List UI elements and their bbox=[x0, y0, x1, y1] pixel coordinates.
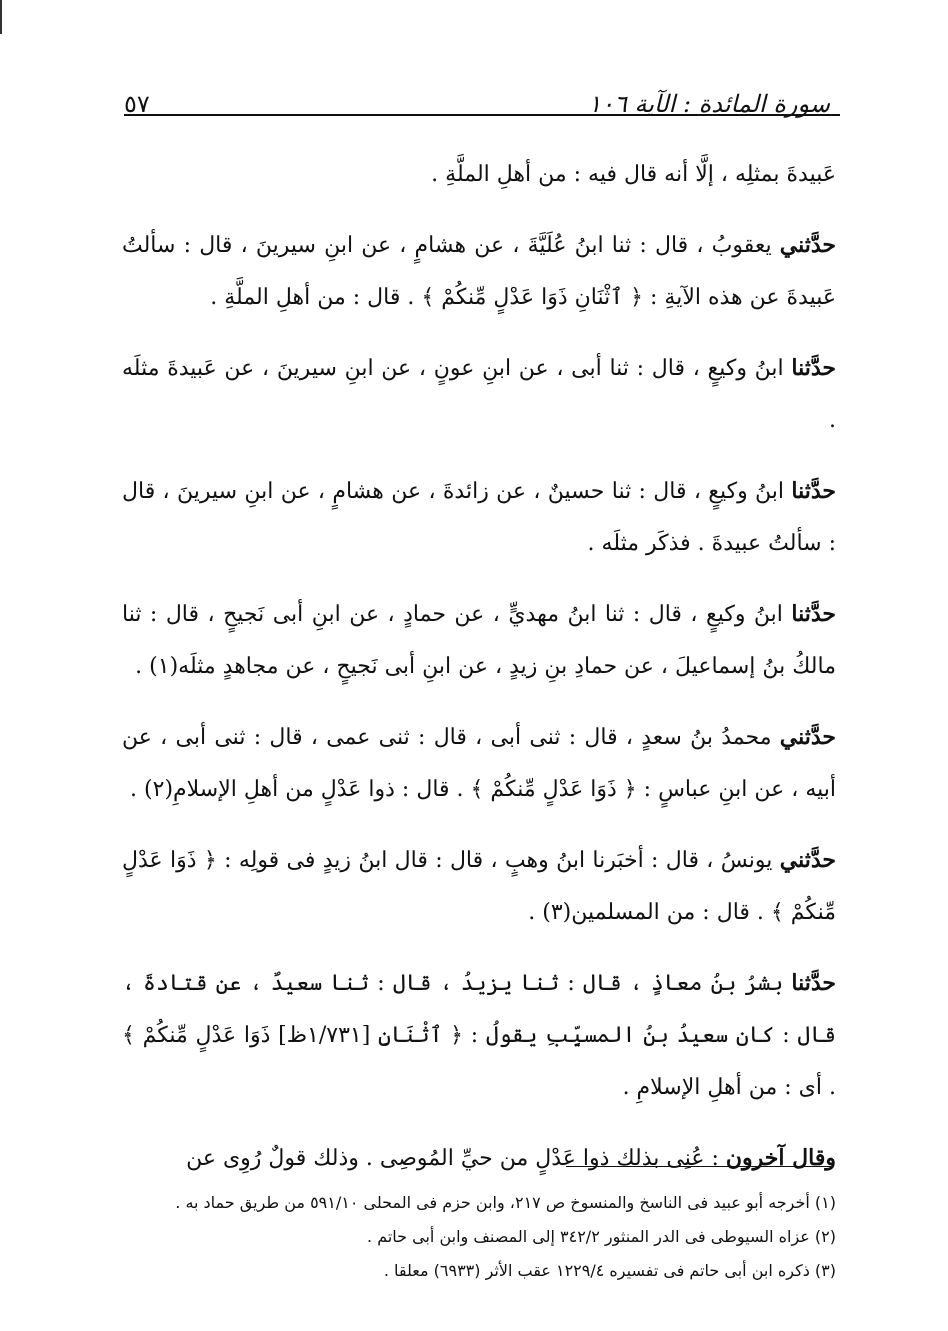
paragraph bbox=[122, 148, 836, 201]
footnote: (١) أخرجه أبو عبيد فى الناسخ والمنسوخ ص ٢١٧، وابن حزم فى المحلى ٥٩١/١٠ من طريق حماد به . bbox=[175, 1193, 836, 1212]
footnote: (٣) ذكره ابن أبى حاتم فى تفسيره ١٢٢٩/٤ عقب الأثر (٦٩٣٣) معلقا . bbox=[383, 1261, 836, 1280]
paragraph-lead: حدَّثني bbox=[779, 724, 837, 750]
paragraph-text: ابنُ وكيعٍ ، قال : ثنا حسينٌ ، عن زائدةَ ، عن هشامٍ ، عن ابنِ سيرينَ ، قال : سألتُ عبيدةَ . فذكَر مثلَه . bbox=[122, 479, 836, 556]
paragraph-text: ابنُ وكيعٍ ، قال : ثنا ابنُ مهديٍّ ، عن حمادٍ ، عن ابنِ أبى نَجيحٍ ، قال : ثنا مالكُ بنُ إسماعيلَ ، عن حمادِ بنِ زيدٍ ، عن ابنِ أبى نَجيحٍ ، عن مجاهدٍ مثلَه(١) . bbox=[122, 602, 836, 679]
paragraph-lead: حدَّثنا bbox=[791, 970, 836, 996]
paragraph bbox=[122, 957, 836, 1114]
paragraph-lead: حدَّثنا bbox=[791, 478, 836, 504]
footnote: (٢) عزاه السيوطى فى الدر المنثور ٣٤٢/٢ إلى المصنف وابن أبى حاتم . bbox=[367, 1227, 836, 1246]
page-header bbox=[124, 58, 830, 118]
paragraph-text: : عُنِى بذلك ذوا عَدْلٍ من حيِّ المُوصِى . وذلك قولٌ رُوِى عن bbox=[186, 1146, 726, 1171]
paragraph bbox=[122, 219, 836, 324]
header-rule bbox=[124, 114, 840, 116]
paragraph-text: عَبيدةَ بمثلِه ، إلَّا أنه قال فيه : من أهلِ الملَّةِ . bbox=[431, 162, 836, 187]
scan-edge-mark bbox=[0, 0, 2, 34]
paragraph-text: محمدُ بنُ سعدٍ ، قال : ثنى أبى ، قال : ثنى عمى ، قال : ثنى أبى ، عن أبيه ، عن ابنِ عباسٍ : ﴿ ذَوَا عَدْلٍ مِّنكُمْ ﴾ . قال : ذوا عَدْلٍ من أهلِ الإسلامِ(٢) . bbox=[122, 725, 836, 802]
paragraph bbox=[122, 588, 836, 693]
paragraph-lead: حدَّثنا bbox=[791, 601, 836, 627]
paragraph-lead: حدَّثنا bbox=[791, 355, 836, 381]
paragraph bbox=[122, 1132, 836, 1185]
paragraph-lead: حدَّثني bbox=[779, 232, 836, 258]
paragraph-text: يونسُ ، قال : أخبَرنا ابنُ وهبٍ ، قال : قال ابنُ زيدٍ فى قولِه : ﴿ ذَوَا عَدْلٍ مِّنكُمْ ﴾ . قال : من المسلمين(٣) . bbox=[122, 848, 836, 925]
paragraph bbox=[122, 711, 836, 816]
footnote-separator bbox=[566, 1166, 833, 1167]
running-title: سورة المائدة : الآية ١٠٦ bbox=[588, 90, 830, 118]
paragraph-text: بشرُ بنُ معاذٍ ، قال : ثنا يزيدُ ، قال : ثنا سعيدٌ ، عن قتادةَ ، قال : كان سعيدُ بنُ المسيِّبِ يقولُ : ﴿ ٱثْنَانِ [١/٧٣١ظ] ذَوَا عَدْلٍ مِّنكُمْ ﴾ . أى : من أهلِ الإسلامِ . bbox=[122, 971, 836, 1100]
paragraph-text: يعقوبُ ، قال : ثنا ابنُ عُلَيَّةَ ، عن هشامٍ ، عن ابنِ سيرينَ ، قال : سألتُ عَبيدةَ عن هذه الآيةِ : ﴿ ٱثْنَانِ ذَوَا عَدْلٍ مِّنكُمْ ﴾ . قال : من أهلِ الملَّةِ . bbox=[122, 233, 836, 310]
paragraph-text: ابنُ وكيعٍ ، قال : ثنا أبى ، عن ابنِ عونٍ ، عن ابنِ سيرينَ ، عن عَبيدةَ مثلَه . bbox=[122, 356, 836, 433]
paragraph bbox=[122, 465, 836, 570]
paragraph bbox=[122, 834, 836, 939]
paragraph bbox=[122, 342, 836, 447]
page-number: ٥٧ bbox=[124, 90, 150, 118]
paragraph-lead: وقال آخرون bbox=[725, 1145, 836, 1171]
paragraph-lead: حدَّثني bbox=[779, 847, 836, 873]
main-text bbox=[122, 148, 836, 1203]
footnotes bbox=[112, 1186, 836, 1288]
